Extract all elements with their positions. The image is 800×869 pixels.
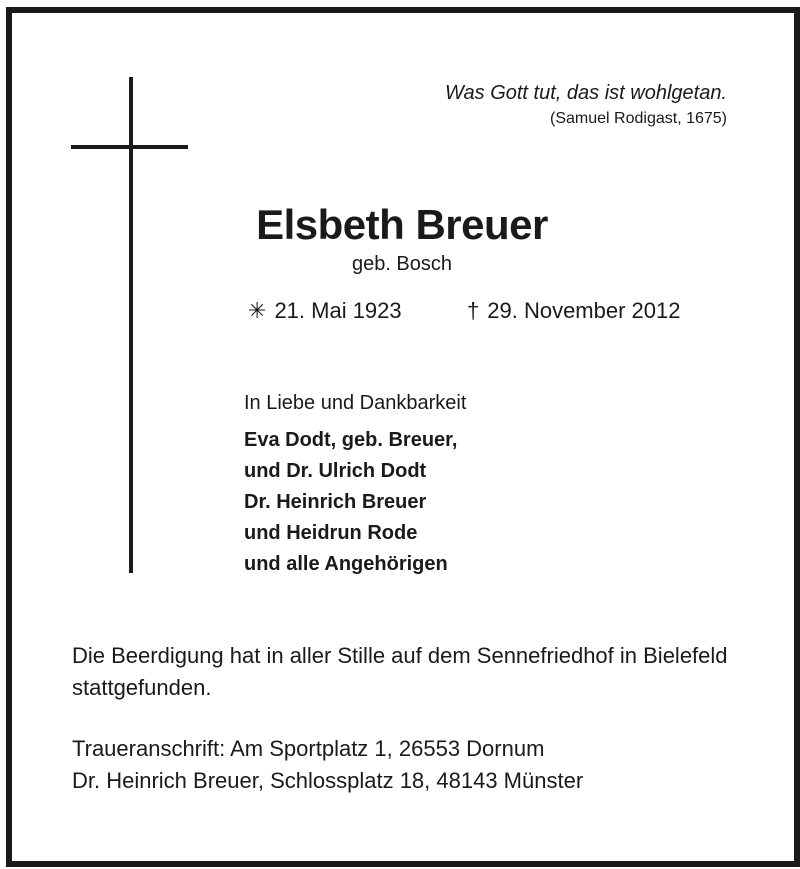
mourner-line: Dr. Heinrich Breuer <box>244 491 427 513</box>
address-line-1: Traueranschrift: Am Sportplatz 1, 26553 Dornum <box>72 736 545 761</box>
mourning-address <box>72 733 583 797</box>
death-date-text: 29. November 2012 <box>487 298 681 323</box>
birth-date-text: 21. Mai 1923 <box>274 298 402 323</box>
mourners-list <box>244 425 457 580</box>
quote-text: Was Gott tut, das ist wohlgetan. <box>445 82 727 104</box>
bible-quote <box>445 80 727 130</box>
dedication-line: In Liebe und Dankbarkeit <box>244 392 467 414</box>
deceased-name: Elsbeth Breuer <box>256 201 548 248</box>
address-line-2: Dr. Heinrich Breuer, Schlossplatz 18, 48143 Münster <box>72 768 584 793</box>
mourner-line: und Dr. Ulrich Dodt <box>244 460 427 482</box>
mourner-line: und alle Angehörigen <box>244 553 448 575</box>
birth-star-icon: ✳ <box>248 298 267 323</box>
burial-note: Die Beerdigung hat in aller Stille auf dem Sennefriedhof in Bielefeld stattgefunden. <box>72 643 728 700</box>
mourner-line: und Heidrun Rode <box>244 522 418 544</box>
death-date <box>467 296 680 326</box>
maiden-name: geb. Bosch <box>351 253 453 275</box>
quote-source: (Samuel Rodigast, 1675) <box>550 110 727 127</box>
mourner-line: Eva Dodt, geb. Breuer, <box>244 429 458 451</box>
cross-vertical-bar <box>129 77 133 573</box>
cross-horizontal-bar <box>71 145 188 149</box>
death-cross-icon: † <box>467 298 480 323</box>
birth-date <box>248 296 402 326</box>
